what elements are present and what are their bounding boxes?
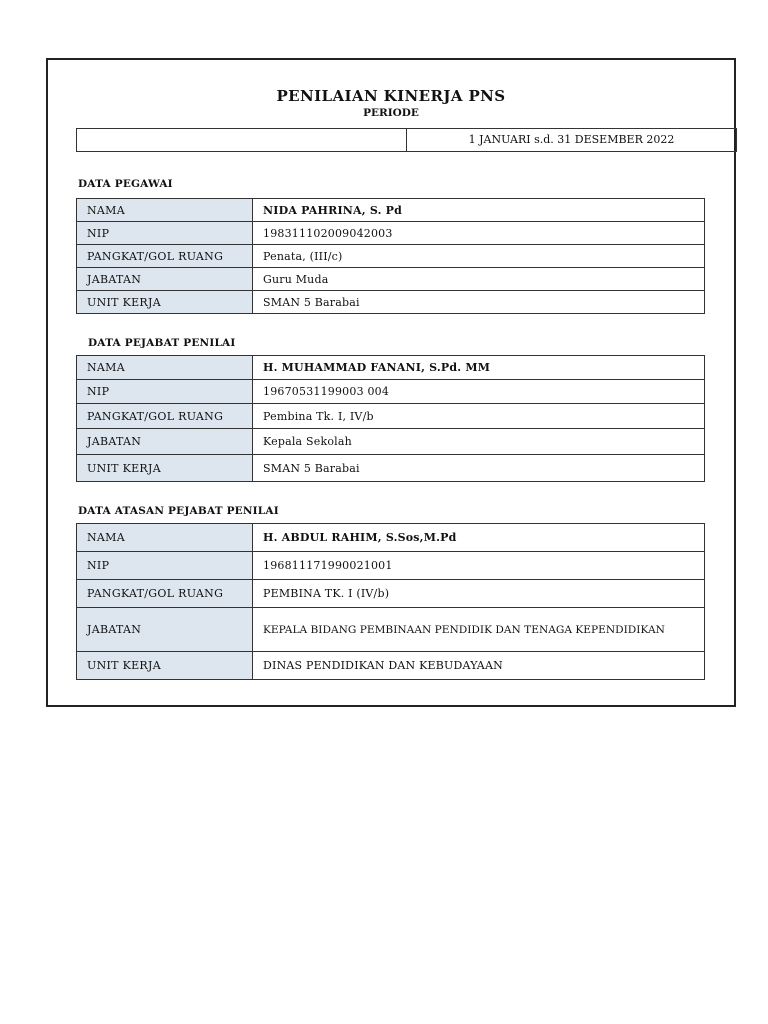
row-label: UNIT KERJA bbox=[77, 652, 253, 680]
table-row bbox=[77, 245, 705, 268]
row-label: NAMA bbox=[77, 524, 253, 552]
row-label: PANGKAT/GOL RUANG bbox=[77, 404, 253, 429]
table-row bbox=[77, 356, 705, 380]
row-label: PANGKAT/GOL RUANG bbox=[77, 245, 253, 268]
periode-row bbox=[76, 128, 737, 152]
table-row bbox=[77, 291, 705, 314]
table-row bbox=[77, 524, 705, 552]
table-row bbox=[77, 268, 705, 291]
row-label: JABATAN bbox=[77, 608, 253, 652]
periode-empty-cell bbox=[77, 129, 407, 151]
row-label: JABATAN bbox=[77, 268, 253, 291]
table-row bbox=[77, 552, 705, 580]
table-row bbox=[77, 429, 705, 455]
table-row bbox=[77, 580, 705, 608]
table-row bbox=[77, 652, 705, 680]
row-label: JABATAN bbox=[77, 429, 253, 455]
row-value: Penata, (III/c) bbox=[253, 245, 705, 268]
table-atasan-pejabat-penilai bbox=[76, 523, 705, 680]
row-value: H. ABDUL RAHIM, S.Sos,M.Pd bbox=[253, 524, 705, 552]
row-value: Kepala Sekolah bbox=[253, 429, 705, 455]
section-title-pegawai: DATA PEGAWAI bbox=[78, 178, 173, 190]
row-value: KEPALA BIDANG PEMBINAAN PENDIDIK DAN TENAGA KEPENDIDIKAN bbox=[253, 608, 705, 652]
row-label: NIP bbox=[77, 380, 253, 404]
table-row bbox=[77, 222, 705, 245]
row-value: Pembina Tk. I, IV/b bbox=[253, 404, 705, 429]
table-pegawai bbox=[76, 198, 705, 314]
row-value: 19670531199003 004 bbox=[253, 380, 705, 404]
row-value: 198311102009042003 bbox=[253, 222, 705, 245]
section-title-pejabat-penilai: DATA PEJABAT PENILAI bbox=[88, 337, 236, 349]
row-label: NAMA bbox=[77, 199, 253, 222]
row-value: H. MUHAMMAD FANANI, S.Pd. MM bbox=[253, 356, 705, 380]
row-label: PANGKAT/GOL RUANG bbox=[77, 580, 253, 608]
row-value: 196811171990021001 bbox=[253, 552, 705, 580]
row-label: NIP bbox=[77, 552, 253, 580]
row-value: Guru Muda bbox=[253, 268, 705, 291]
row-label: NAMA bbox=[77, 356, 253, 380]
page-title: PENILAIAN KINERJA PNS bbox=[276, 87, 506, 105]
table-row bbox=[77, 380, 705, 404]
table-row bbox=[77, 455, 705, 482]
row-label: UNIT KERJA bbox=[77, 455, 253, 482]
table-row bbox=[77, 199, 705, 222]
row-value: NIDA PAHRINA, S. Pd bbox=[253, 199, 705, 222]
table-pejabat-penilai bbox=[76, 355, 705, 482]
row-value: DINAS PENDIDIKAN DAN KEBUDAYAAN bbox=[253, 652, 705, 680]
periode-value: 1 JANUARI s.d. 31 DESEMBER 2022 bbox=[468, 133, 675, 146]
row-label: NIP bbox=[77, 222, 253, 245]
row-label: UNIT KERJA bbox=[77, 291, 253, 314]
row-value: PEMBINA TK. I (IV/b) bbox=[253, 580, 705, 608]
table-row bbox=[77, 608, 705, 652]
section-title-atasan-pejabat-penilai: DATA ATASAN PEJABAT PENILAI bbox=[78, 505, 279, 517]
row-value: SMAN 5 Barabai bbox=[253, 455, 705, 482]
row-value: SMAN 5 Barabai bbox=[253, 291, 705, 314]
table-row bbox=[77, 404, 705, 429]
periode-label: PERIODE bbox=[363, 107, 419, 119]
